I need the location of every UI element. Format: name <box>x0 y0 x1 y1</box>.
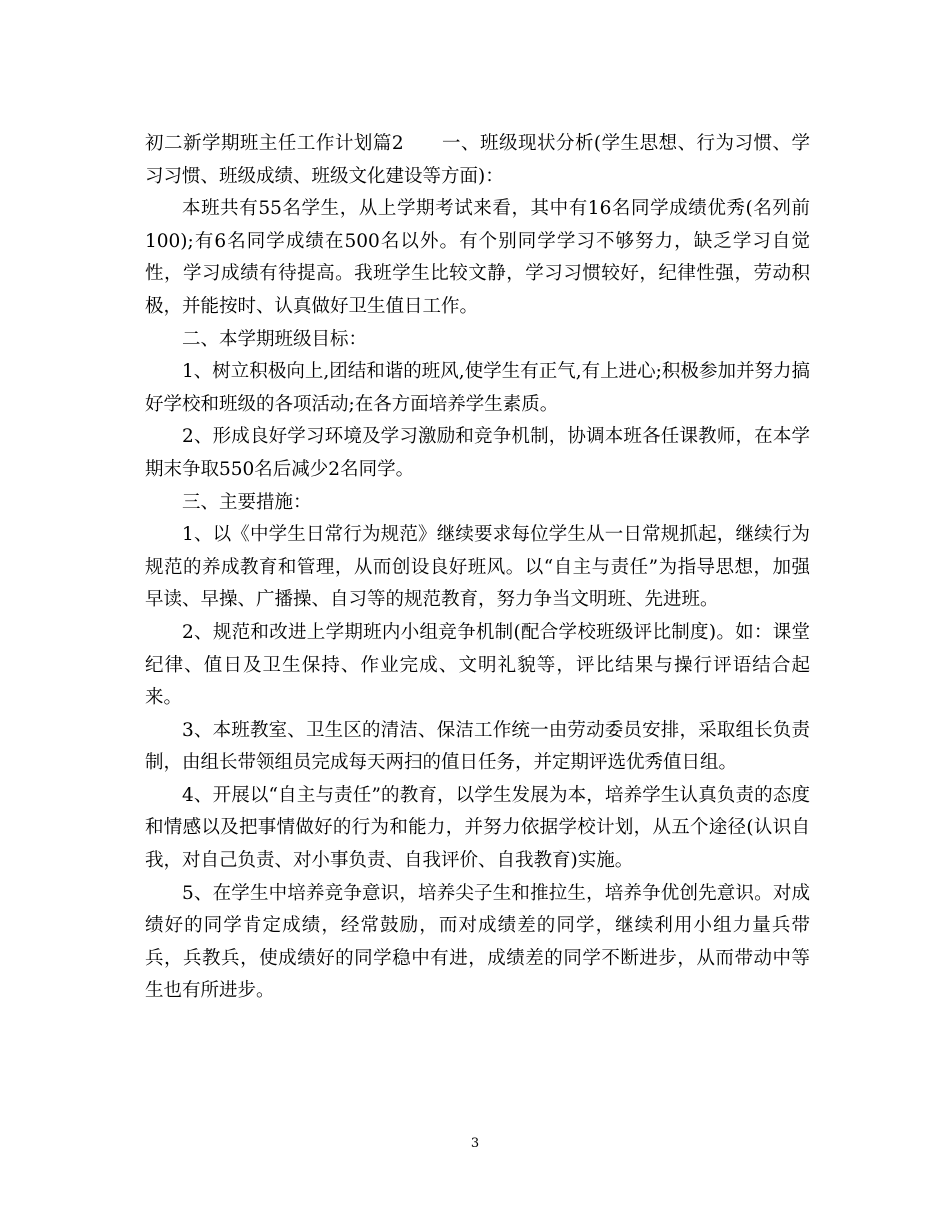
class-status-paragraph: 本班共有55名学生，从上学期考试来看，其中有16名同学成绩优秀(名列前100);有6名同学成绩在500名以外。有个别同学学习不够努力，缺乏学习自觉性，学习成绩有待提高。我班学生比较文静，学习习惯较好，纪律性强，劳动积极，并能按时、认真做好卫生值日工作。 <box>145 198 810 317</box>
section-heading-goals: 二、本学期班级目标： <box>182 328 368 350</box>
measure-item-1: 1、以《中学生日常行为规范》继续要求每位学生从一日常规抓起，继续行为规范的养成教育和管理，从而创设良好班风。以“自主与责任”为指导思想，加强早读、早操、广播操、自习等的规范教育，努力争当文明班、先进班。 <box>145 524 810 611</box>
document-body <box>145 128 810 1008</box>
measure-item-3: 3、本班教室、卫生区的清洁、保洁工作统一由劳动委员安排，采取组长负责制，由组长带领组员完成每天两扫的值日任务，并定期评选优秀值日组。 <box>145 719 810 774</box>
intro-paragraph: 初二新学期班主任工作计划篇2 一、班级现状分析(学生思想、行为习惯、学习习惯、班级成绩、班级文化建设等方面)： <box>145 133 810 187</box>
goal-item-2: 2、形成良好学习环境及学习激励和竞争机制，协调本班各任课教师，在本学期末争取550名后减少2名同学。 <box>145 426 810 480</box>
measure-item-4: 4、开展以“自主与责任”的教育，以学生发展为本，培养学生认真负责的态度和情感以及把事情做好的行为和能力，并努力依据学校计划，从五个途径(认识自我，对自己负责、对小事负责、自我评价、自我教育)实施。 <box>145 784 810 872</box>
page-number: 3 <box>470 1136 480 1151</box>
measure-item-5: 5、在学生中培养竞争意识，培养尖子生和推拉生，培养争优创先意识。对成绩好的同学肯定成绩，经常鼓励，而对成绩差的同学，继续利用小组力量兵带兵，兵教兵，使成绩好的同学稳中有进，成绩差的同学不断进步，从而带动中等生也有所进步。 <box>145 882 810 1002</box>
section-heading-measures: 三、主要措施： <box>182 491 312 513</box>
goal-item-1: 1、树立积极向上,团结和谐的班风,使学生有正气,有上进心;积极参加并努力搞好学校和班级的各项活动;在各方面培养学生素质。 <box>145 361 810 415</box>
measure-item-2: 2、规范和改进上学期班内小组竞争机制(配合学校班级评比制度)。如：课堂纪律、值日及卫生保持、作业完成、文明礼貌等，评比结果与操行评语结合起来。 <box>145 621 810 709</box>
